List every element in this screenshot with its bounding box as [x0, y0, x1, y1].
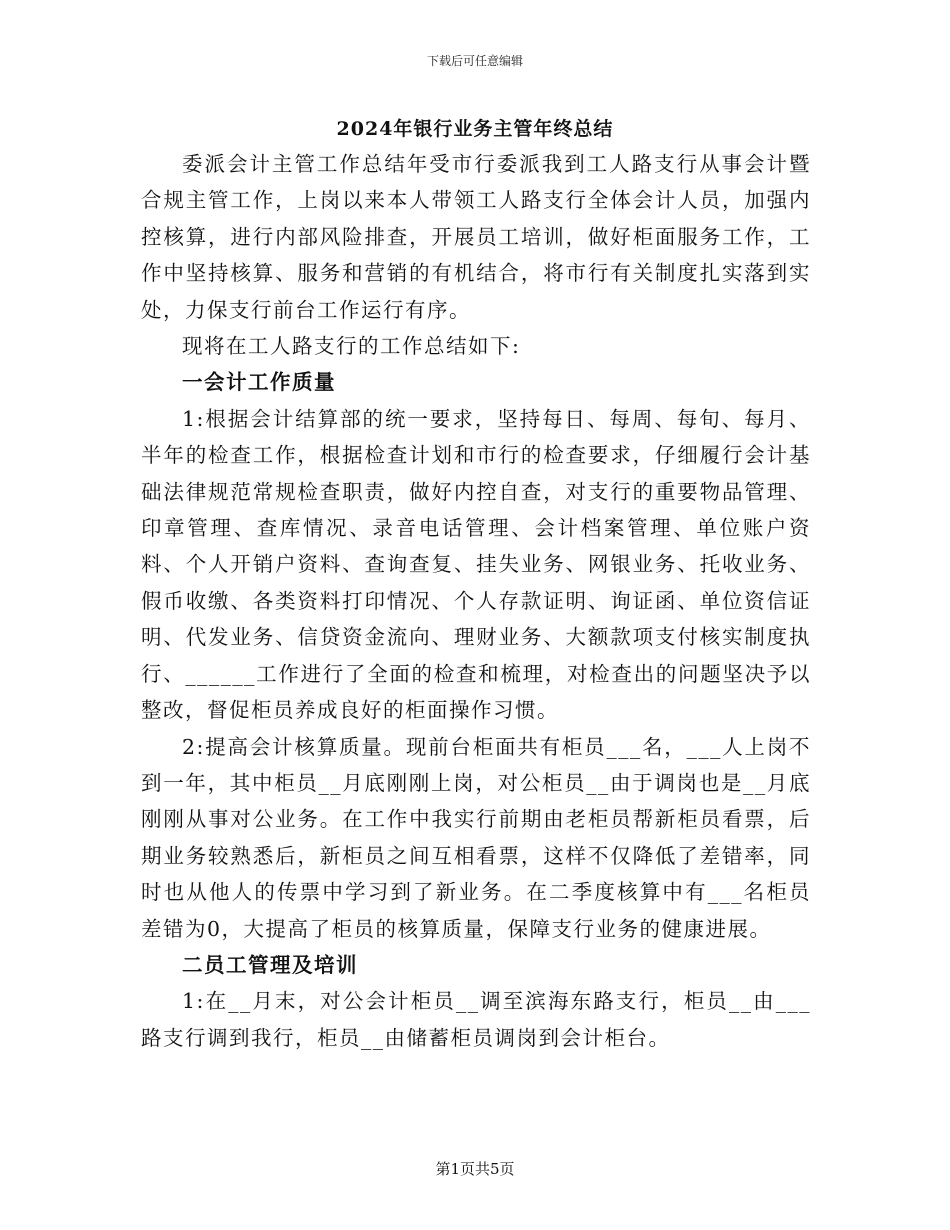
document-body: [141, 146, 811, 1056]
paragraph-summary-lead: 现将在工人路支行的工作总结如下:: [182, 334, 521, 359]
paragraph-intro: 委派会计主管工作总结年受市行委派我到工人路支行从事会计暨合规主管工作，上岗以来本人带领工人路支行全体会计人员，加强内控核算，进行内部风险排查，开展员工培训，做好柜面服务工作，工作中坚持核算、服务和营销的有机结合，将市行有关制度扎实落到实处，力保支行前台工作运行有序。: [141, 152, 811, 322]
page-number: 第1页共5页: [435, 1160, 515, 1178]
paragraph-staff-transfer: 1:在__月末，对公会计柜员__调至滨海东路支行，柜员__由___路支行调到我行，柜员__由储蓄柜员调岗到会计柜台。: [141, 989, 811, 1050]
paragraph-inspection: 1:根据会计结算部的统一要求，坚持每日、每周、每旬、每月、半年的检查工作，根据检查计划和市行的检查要求，仔细履行会计基础法律规范常规检查职责，做好内控自查，对支行的重要物品管理、印章管理、查库情况、录音电话管理、会计档案管理、单位账户资料、个人开销户资料、查询查复、挂失业务、网银业务、托收业务、假币收缴、各类资料打印情况、个人存款证明、询证函、单位资信证明、代发业务、信贷资金流向、理财业务、大额款项支付核实制度执行、______工作进行了全面的检查和梳理，对检查出的问题坚决予以整改，督促柜员养成良好的柜面操作习惯。: [141, 406, 811, 723]
section-heading-accounting-quality: 一会计工作质量: [182, 370, 336, 395]
page-header-note: 下载后可任意编辑: [426, 54, 523, 68]
document-title: 2024年银行业务主管年终总结: [336, 118, 614, 140]
section-heading-staff-training: 二员工管理及培训: [182, 952, 358, 977]
paragraph-accounting-quality: 2:提高会计核算质量。现前台柜面共有柜员___名，___人上岗不到一年，其中柜员__月底刚刚上岗，对公柜员__由于调岗也是__月底刚刚从事对公业务。在工作中我实行前期由老柜员帮新柜员看票，后期业务较熟悉后，新柜员之间互相看票，这样不仅降低了差错率，同时也从他人的传票中学习到了新业务。在二季度核算中有___名柜员差错为0，大提高了柜员的核算质量，保障支行业务的健康进展。: [141, 734, 811, 941]
